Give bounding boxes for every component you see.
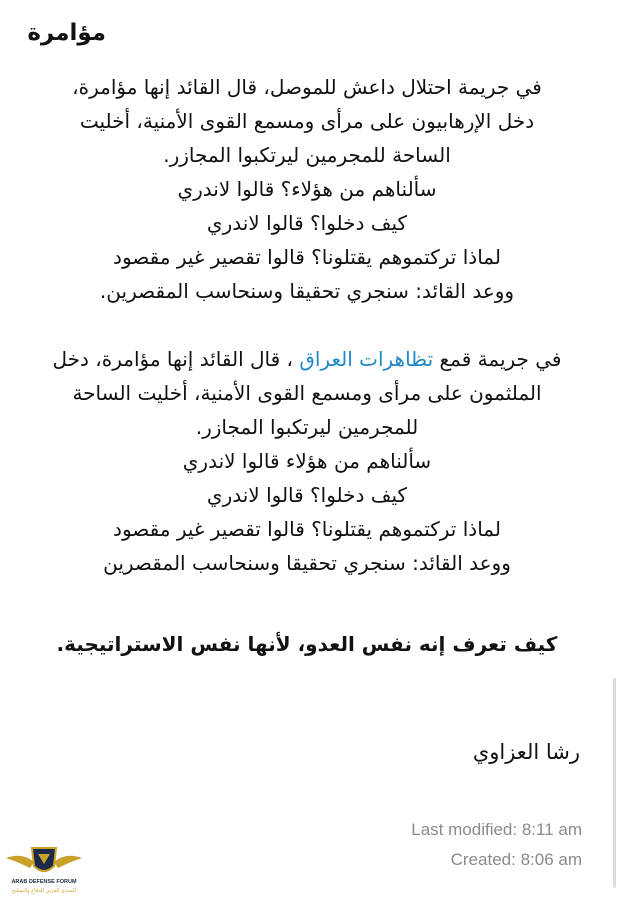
- paragraph-1-line-3: الساحة للمجرمين ليرتكبوا المجازر.: [163, 143, 451, 167]
- paragraph-2-line-6: لماذا تركتموهم يقتلونا؟ قالوا تقصير غير مقصود: [113, 517, 501, 541]
- paragraph-2-line-1-start: في جريمة قمع: [433, 347, 562, 371]
- conclusion-text: كيف تعرف إنه نفس العدو، لأنها نفس الاستراتيجية.: [56, 632, 558, 656]
- paragraph-1-line-1: في جريمة احتلال داعش للموصل، قال القائد إنها مؤامرة،: [72, 75, 542, 99]
- paragraph-2-line-4: سألناهم من هؤلاء قالوا لاندري: [182, 449, 432, 473]
- note-body[interactable]: [30, 70, 584, 580]
- note-title: مؤامرة: [27, 20, 106, 46]
- paragraph-1-line-4: سألناهم من هؤلاء؟ قالوا لاندري: [177, 177, 437, 201]
- paragraph-1-line-6: لماذا تركتموهم يقتلونا؟ قالوا تقصير غير مقصود: [113, 245, 501, 269]
- protests-link[interactable]: تظاهرات العراق: [299, 347, 434, 371]
- paragraph-2-line-3: للمجرمين ليرتكبوا المجازر.: [195, 415, 419, 439]
- scrollbar-thumb[interactable]: [613, 678, 616, 888]
- author-signature: رشا العزاوي: [472, 740, 580, 764]
- paragraph-spacer: [30, 308, 584, 342]
- created-timestamp: Created: 8:06 am: [450, 850, 582, 869]
- logo-line-1: ARAB DEFENSE FORUM: [11, 879, 77, 885]
- last-modified-timestamp: Last modified: 8:11 am: [411, 820, 582, 839]
- paragraph-2-line-1: [30, 342, 584, 376]
- paragraph-1-line-7: ووعد القائد: سنجري تحقيقا وسنحاسب المقصرين.: [99, 279, 515, 303]
- logo-line-2: المنتدى العربي للدفاع والتسليح: [11, 888, 77, 894]
- paragraph-1-line-5: كيف دخلوا؟ قالوا لاندري: [206, 211, 408, 235]
- paragraph-1-line-2: دخل الإرهابيون على مرأى ومسمع القوى الأمنية، أخليت: [79, 109, 535, 133]
- paragraph-2-line-5: كيف دخلوا؟ قالوا لاندري: [206, 483, 408, 507]
- paragraph-2-line-2: الملثمون على مرأى ومسمع القوى الأمنية، أخليت الساحة: [72, 381, 542, 405]
- paragraph-2-line-7: ووعد القائد: سنجري تحقيقا وسنحاسب المقصرين: [103, 551, 511, 575]
- paragraph-2-line-1-end: ، قال القائد إنها مؤامرة، دخل: [52, 347, 300, 371]
- forum-logo-icon: [4, 838, 84, 898]
